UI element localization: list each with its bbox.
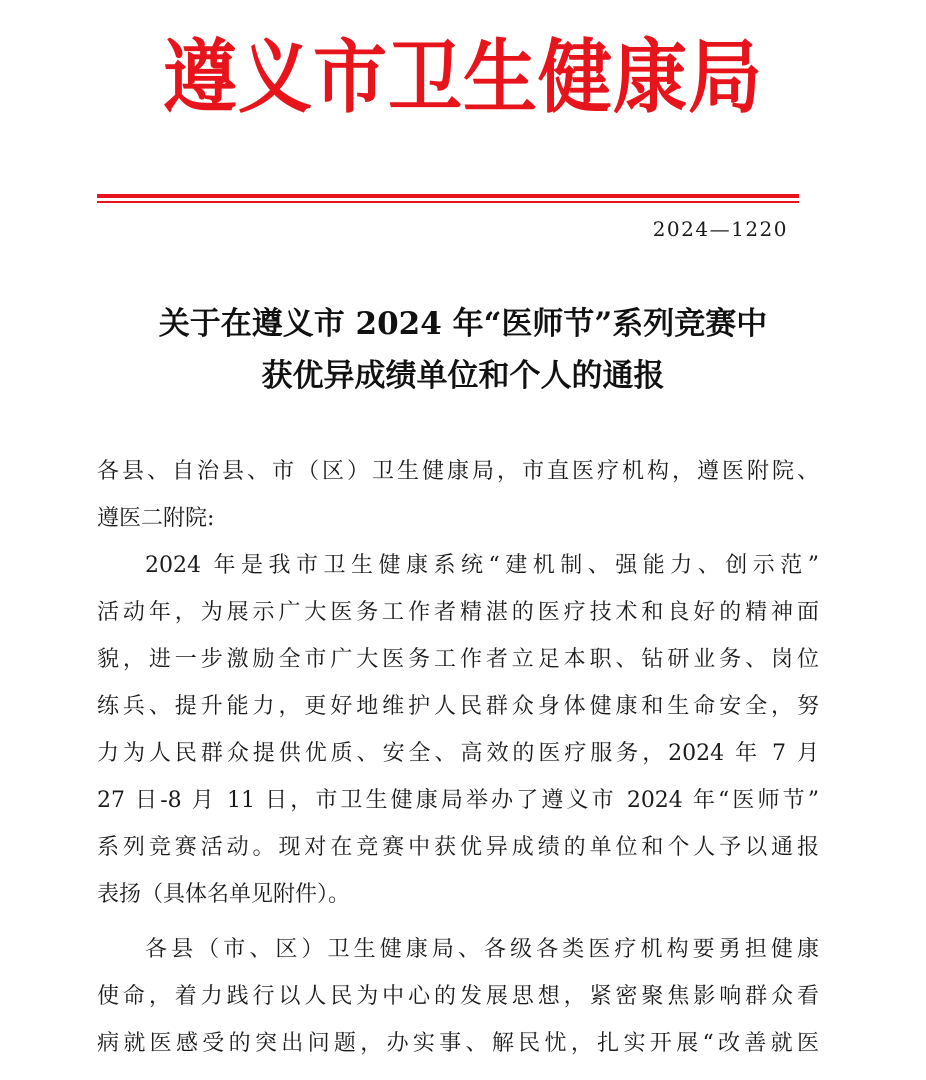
paragraph-1-line: 活动年，为展示广大医务工作者精湛的医疗技术和良好的精神面 [97, 600, 819, 625]
paragraph-1-line: 系列竞赛活动。现对在竞赛中获优异成绩的单位和个人予以通报 [97, 835, 819, 860]
addressee-line: 各县、自治县、市（区）卫生健康局，市直医疗机构，遵医附院、 [97, 459, 819, 484]
document-title [0, 298, 926, 402]
paragraph-2-line: 各县（市、区）卫生健康局、各级各类医疗机构要勇担健康 [145, 937, 819, 962]
red-header-rule-thin [97, 201, 799, 203]
document-body [97, 448, 819, 1067]
agency-masthead: 遵义市卫生健康局 [163, 31, 763, 125]
document-number: 2024—1220 [652, 217, 788, 241]
red-header-rule-thick [97, 194, 799, 198]
paragraph-2-line: 使命，着力践行以人民为中心的发展思想，紧密聚焦影响群众看 [97, 984, 819, 1009]
title-line-1: 关于在遵义市 2024 年“医师节”系列竞赛中 [158, 306, 768, 342]
paragraph-1-line: 貌，进一步激励全市广大医务工作者立足本职、钻研业务、岗位 [97, 647, 819, 672]
paragraph-1-line: 表扬（具体名单见附件）。 [97, 882, 351, 907]
paragraph-1-line: 练兵、提升能力，更好地维护人民群众身体健康和生命安全，努 [97, 694, 819, 719]
paragraph-1-line: 力为人民群众提供优质、安全、高效的医疗服务，2024 年 7 月 [97, 741, 819, 766]
paragraph-2-line: 病就医感受的突出问题，办实事、解民忧，扎实开展“改善就医 [97, 1031, 819, 1056]
title-line-2: 获优异成绩单位和个人的通报 [261, 358, 665, 394]
paragraph-gap [97, 918, 819, 926]
paragraph-1-line: 2024 年是我市卫生健康系统“建机制、强能力、创示范” [145, 553, 819, 578]
addressee-line: 遵医二附院: [97, 506, 215, 531]
paragraph-1-line: 27 日-8 月 11 日，市卫生健康局举办了遵义市 2024 年“医师节” [97, 788, 819, 813]
